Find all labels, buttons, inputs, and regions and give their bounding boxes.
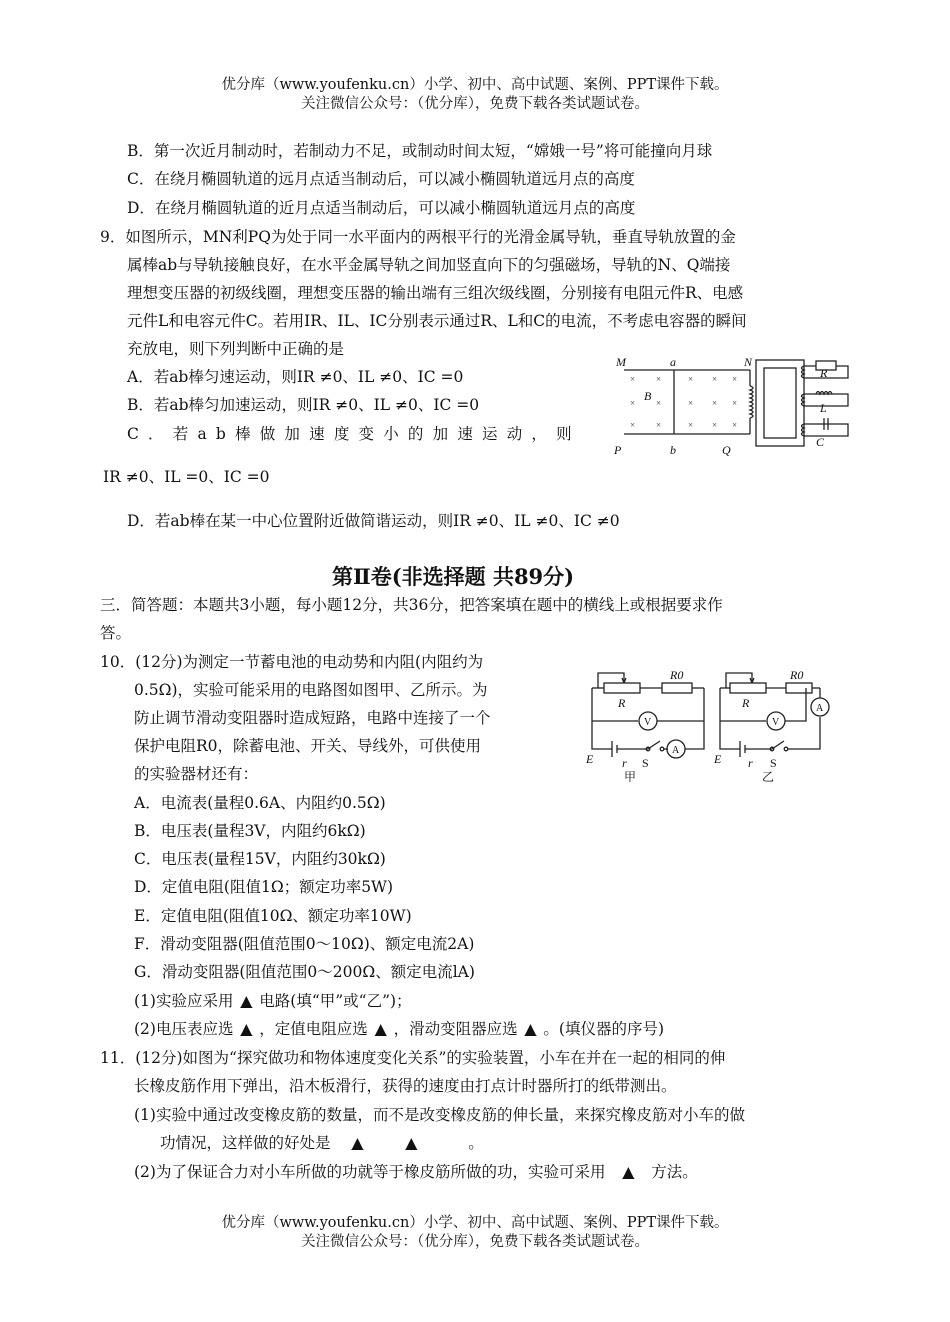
q11-part2 <box>134 1161 698 1183</box>
q10-stem-4: 保护电阻R0，除蓄电池、开关、导线外，可供使用 <box>134 737 482 755</box>
q10-option-b: B．电压表(量程3V，内阻约6kΩ) <box>134 822 366 840</box>
r0-jia <box>662 683 692 693</box>
q9-option-d: D．若ab棒在某一中心位置附近做简谐运动，则IR ≠0、IL ≠0、IC ≠0 <box>127 512 620 530</box>
q11-part2-blank[interactable]: ▲ <box>622 1163 635 1181</box>
q9-rail-transformer-figure <box>612 350 862 460</box>
header-line-1: 优分库（www.youfenku.cn）小学、初中、高中试题、案例、PPT课件下载。 <box>221 77 729 93</box>
q10-sq2-resistor-blank[interactable]: ▲ <box>374 1020 387 1038</box>
q11-part1-line1: (1)实验中通过改变橡皮筋的数量，而不是改变橡皮筋的伸长量，来探究橡皮筋对小车的做 <box>134 1106 745 1124</box>
q11-part2-prefix: (2)为了保证合力对小车所做的功就等于橡皮筋所做的功，实验可采用 <box>134 1163 606 1181</box>
q10-stem-3: 防止调节滑动变阻器时造成短路，电路中连接了一个 <box>134 709 491 727</box>
q10-subquestion-1 <box>134 990 412 1012</box>
svg-text:×: × <box>656 398 662 408</box>
q10-circuit-figure <box>582 655 852 783</box>
label-a-jia: A <box>672 745 680 756</box>
label-r: R <box>820 366 828 380</box>
label-e-yi: E <box>714 752 722 766</box>
section-2-intro-2: 答。 <box>100 624 132 642</box>
q11-stem-1: 11．(12分)如图为“探究做功和物体速度变化关系”的实验装置，小车在并在一起的相同的伸 <box>100 1049 726 1067</box>
q9-option-a: A．若ab棒匀速运动，则IR ≠0、IL ≠0、IC =0 <box>127 368 464 386</box>
label-b-field: B <box>644 389 652 403</box>
page-footer <box>0 1214 950 1252</box>
q10-stem-5: 的实验器材还有： <box>134 765 259 783</box>
section-2-intro-1: 三．简答题：本题共3小题，每小题12分，共36分，把答案填在题中的横线上或根据要求作 <box>100 596 723 614</box>
q10-sq2-mid-2: ，滑动变阻器应选 <box>393 1020 518 1038</box>
label-a: a <box>670 355 676 369</box>
label-yi: 乙 <box>762 770 775 783</box>
label-rint-yi: r <box>748 756 753 770</box>
q8-option-c: C．在绕月椭圆轨道的远月点适当制动后，可以减小椭圆轨道远月点的高度 <box>127 170 635 188</box>
svg-text:×: × <box>712 398 718 408</box>
q10-option-c: C．电压表(量程15V，内阻约30kΩ) <box>134 850 386 868</box>
transformer-core <box>756 360 804 446</box>
rheostat-yi <box>730 683 766 693</box>
q10-sq2-rheostat-blank[interactable]: ▲ <box>524 1020 537 1038</box>
q9-stem-2: 属棒ab与导轨接触良好，在水平金属导轨之间加竖直向下的匀强磁场，导轨的N、Q端接 <box>127 256 731 274</box>
svg-text:×: × <box>688 420 694 430</box>
svg-text:×: × <box>732 398 738 408</box>
svg-text:×: × <box>712 420 718 430</box>
r0-yi <box>786 683 812 693</box>
svg-text:×: × <box>630 398 636 408</box>
label-r0-yi: R0 <box>790 668 804 682</box>
q11-part1-blank-1[interactable]: ▲ <box>351 1134 364 1152</box>
label-r0-jia: R0 <box>670 668 684 682</box>
q9-stem-5: 充放电，则下列判断中正确的是 <box>127 340 345 358</box>
svg-text:×: × <box>688 398 694 408</box>
q11-part2-suffix: 方法。 <box>651 1163 698 1181</box>
label-c: C <box>816 435 825 449</box>
q10-option-e: E．定值电阻(阻值10Ω、额定功率10W) <box>134 907 412 925</box>
label-p: P <box>614 443 622 457</box>
svg-text:×: × <box>656 374 662 384</box>
label-l: L <box>820 401 827 415</box>
svg-text:×: × <box>688 374 694 384</box>
q8-option-d: D．在绕月椭圆轨道的近月点适当制动后，可以减小椭圆轨道远月点的高度 <box>127 199 636 217</box>
q9-option-b: B．若ab棒匀加速运动，则IR ≠0、IL ≠0、IC =0 <box>127 396 480 414</box>
q10-subquestion-2 <box>134 1018 664 1040</box>
label-e-jia: E <box>586 752 594 766</box>
q11-stem-2: 长橡皮筋作用下弹出，沿木板滑行，获得的速度由打点计时器所打的纸带测出。 <box>134 1077 677 1095</box>
svg-text:×: × <box>712 374 718 384</box>
q10-option-d: D．定值电阻(阻值1Ω；额定功率5W) <box>134 878 394 896</box>
q11-part1-prefix: 功情况，这样做的好处是 <box>160 1134 331 1152</box>
label-q: Q <box>722 443 731 457</box>
rheostat-jia <box>604 683 640 693</box>
label-r-jia: R <box>618 696 626 710</box>
q10-sq2-prefix: (2)电压表应选 <box>134 1020 234 1038</box>
q9-stem-4: 元件L和电容元件C。若用IR、IL、IC分别表示通过R、L和C的电流，不考虑电容器的瞬间 <box>127 312 747 330</box>
label-r-yi: R <box>742 696 750 710</box>
label-n: N <box>744 355 753 369</box>
svg-text:×: × <box>732 374 738 384</box>
label-a-yi: A <box>816 703 824 714</box>
section-2-title: 第Ⅱ卷(非选择题 共89分) <box>332 564 575 589</box>
label-v-jia: V <box>644 717 652 728</box>
q10-sq1-suffix: 电路(填“甲”或“乙”)； <box>259 992 412 1010</box>
label-jia: 甲 <box>624 770 637 783</box>
label-s-jia: S <box>642 756 649 770</box>
primary-coil <box>750 386 753 418</box>
q10-sq2-mid-1: ，定值电阻应选 <box>259 1020 368 1038</box>
q8-option-b: B．第一次近月制动时，若制动力不足，或制动时间太短，“嫦娥一号”将可能撞向月球 <box>127 142 713 160</box>
label-m: M <box>616 355 626 369</box>
q10-option-f: F．滑动变阻器(阻值范围0～10Ω)、额定电流2A) <box>134 935 475 953</box>
q9-stem-3: 理想变压器的初级线圈，理想变压器的输出端有三组次级线圈，分别接有电阻元件R、电感 <box>127 284 744 302</box>
q9-option-c-part1: C．若ab棒做加速度变小的加速运动，则 <box>127 425 581 443</box>
q11-part1-blank-2[interactable]: ▲ <box>405 1134 418 1152</box>
footer-line-2: 关注微信公众号：（优分库），免费下载各类试题试卷。 <box>301 1234 649 1250</box>
q10-sq1-prefix: (1)实验应采用 <box>134 992 234 1010</box>
page-header <box>0 76 950 114</box>
svg-text:×: × <box>630 374 636 384</box>
q10-option-a: A．电流表(量程0.6A、内阻约0.5Ω) <box>134 794 386 812</box>
q10-stem-1: 10．(12分)为测定一节蓄电池的电动势和内阻(内阻约为 <box>100 653 484 671</box>
svg-text:×: × <box>732 420 738 430</box>
q10-option-g: G．滑动变阻器(阻值范围0～200Ω、额定电流lA) <box>134 963 475 981</box>
q10-sq1-answer-blank[interactable]: ▲ <box>240 992 253 1010</box>
q10-sq2-voltmeter-blank[interactable]: ▲ <box>240 1020 253 1038</box>
q11-part1-line2 <box>160 1132 484 1154</box>
label-s-yi: S <box>770 756 777 770</box>
svg-text:×: × <box>630 420 636 430</box>
header-line-2: 关注微信公众号：（优分库），免费下载各类试题试卷。 <box>301 96 649 112</box>
q9-stem-1: 9．如图所示，MN利PQ为处于同一水平面内的两根平行的光滑金属导轨，垂直导轨放置的金 <box>100 228 736 246</box>
q11-part1-end: 。 <box>468 1134 484 1152</box>
label-b-rod: b <box>670 443 676 457</box>
footer-line-1: 优分库（www.youfenku.cn）小学、初中、高中试题、案例、PPT课件下载。 <box>221 1215 729 1231</box>
q10-sq2-suffix: 。(填仪器的序号) <box>543 1020 664 1038</box>
q10-stem-2: 0.5Ω)，实验可能采用的电路图如图甲、乙所示。为 <box>134 681 488 699</box>
svg-text:×: × <box>656 420 662 430</box>
label-v-yi: V <box>772 717 780 728</box>
q9-option-c-part2: IR ≠0、IL =0、IC =0 <box>103 468 270 486</box>
label-rint-jia: r <box>622 756 627 770</box>
